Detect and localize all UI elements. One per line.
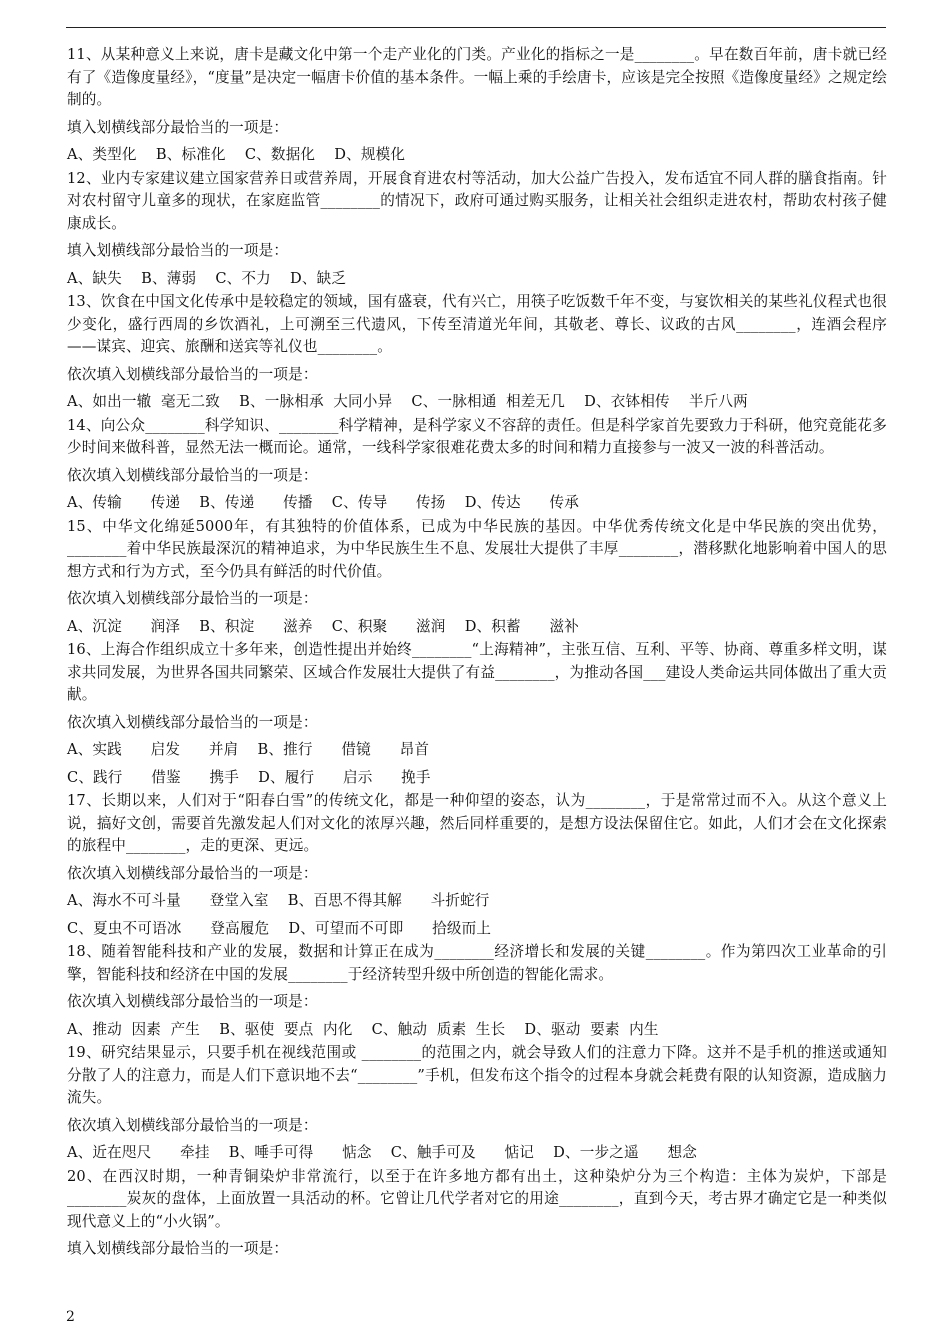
question-prompt: 填入划横线部分最恰当的一项是： <box>67 1240 289 1257</box>
question-prompt: 依次填入划横线部分最恰当的一项是： <box>67 1116 318 1134</box>
answer-options: A、缺失 B、薄弱 C、不力 D、缺乏 <box>67 269 347 287</box>
question-passage: 20、在西汉时期，一种青铜染炉非常流行，以至于在许多地方都有出土，这种染炉分为三个构造：主体为炭炉，下部是________炭灰的盘体，上面放置一具活动的杯。它曾让几代学者对它的用途________，直到今天，考古界才确定它是一种类似现代意义上的“小火锅”。 <box>67 1167 887 1230</box>
question-passage: 17、长期以来，人们对于“阳春白雪”的传统文化，都是一种仰望的姿态，认为________，于是常常过而不入。从这个意义上说，搞好文创，需要首先激发起人们对文化的浓厚兴趣，然后同样重要的，是想方设法保留住它。如此，人们才会在文化探索的旅程中________，走的更深、更远。 <box>67 792 887 854</box>
question-prompt: 依次填入划横线部分最恰当的一项是： <box>67 590 318 607</box>
question-prompt: 依次填入划横线部分最恰当的一项是： <box>67 365 318 383</box>
answer-options: A、海水不可斗量 登堂入室 B、百思不得其解 斗折蛇行 <box>67 892 490 909</box>
answer-options: A、沉淀 润泽 B、积淀 滋养 C、积聚 滋润 D、积蓄 滋补 <box>67 617 580 635</box>
question-prompt: 填入划横线部分最恰当的一项是： <box>67 242 289 259</box>
question-passage: 16、上海合作组织成立十多年来，创造性提出并始终________“上海精神”，主张互信、互利、平等、协商、尊重多样文明，谋求共同发展，为世界各国共同繁荣、区域合作发展壮大提供了有益________，为推动各国___建设人类命运共同体做出了重大贡献。 <box>67 641 887 703</box>
question-prompt: 依次填入划横线部分最恰当的一项是： <box>67 466 318 484</box>
question-20 <box>67 1166 887 1261</box>
question-prompt: 依次填入划横线部分最恰当的一项是： <box>67 864 318 882</box>
answer-options: C、夏虫不可语冰 登高履危 D、可望而不可即 拾级而上 <box>67 919 492 937</box>
question-prompt: 依次填入划横线部分最恰当的一项是： <box>67 713 318 731</box>
answer-options: C、践行 借鉴 携手 D、履行 启示 挽手 <box>67 768 431 786</box>
question-17 <box>67 790 887 940</box>
question-passage: 18、随着智能科技和产业的发展，数据和计算正在成为________经济增长和发展的关键________。作为第四次工业革命的引擎，智能科技和经济在中国的发展________于经济转型升级中所创造的智能化需求。 <box>67 943 887 983</box>
question-prompt: 依次填入划横线部分最恰当的一项是： <box>67 993 318 1010</box>
question-16 <box>67 639 887 789</box>
answer-options: A、近在咫尺 牵挂 B、唾手可得 惦念 C、触手可及 惦记 D、一步之遥 想念 <box>67 1144 697 1161</box>
question-prompt: 填入划横线部分最恰当的一项是： <box>67 118 289 136</box>
answer-options: A、推动 因素 产生 B、驱使 要点 内化 C、触动 质素 生长 D、驱动 要素 内生 <box>67 1020 659 1038</box>
exam-content <box>67 44 887 1262</box>
question-passage: 19、研究结果显示，只要手机在视线范围或 ________的范围之内，就会导致人们的注意力下降。这并不是手机的推送或通知分散了人的注意力，而是人们下意识地不去“________”手机，但发布这个指令的过程本身就会耗费有限的认知资源，造成脑力流失。 <box>67 1044 887 1106</box>
question-11 <box>67 44 887 167</box>
question-passage: 15、中华文化绵延5000年，有其独特的价值体系，已成为中华民族的基因。中华优秀传统文化是中华民族的突出优势，________着中华民族最深沉的精神追求，为中华民族生生不息、发展壮大提供了丰厚________，潜移默化地影响着中国人的思想方式和行为方式，至今仍具有鲜活的时代价值。 <box>67 517 887 580</box>
question-15 <box>67 516 887 639</box>
question-passage: 13、饮食在中国文化传承中是较稳定的领域，国有盛衰，代有兴亡，用筷子吃饭数千年不变，与宴饮相关的某些礼仪程式也很少变化，盛行西周的乡饮酒礼，上可溯至三代遗风，下传至清道光年间，其敬老、尊长、议政的古风________，连酒会程序——谋宾、迎宾、旅酬和送宾等礼仪也________。 <box>67 293 887 355</box>
question-14 <box>67 415 887 515</box>
header-rule <box>66 27 886 28</box>
question-12 <box>67 168 887 291</box>
page-number: 2 <box>66 1309 75 1325</box>
question-13 <box>67 291 887 414</box>
question-18 <box>67 941 887 1041</box>
answer-options: A、类型化 B、标准化 C、数据化 D、规模化 <box>67 146 406 163</box>
question-passage: 12、业内专家建议建立国家营养日或营养周，开展食育进农村等活动，加大公益广告投入，发布适宜不同人群的膳食指南。针对农村留守儿童多的现状，在家庭监管________的情况下，政府可通过购买服务，让相关社会组织走进农村，帮助农村孩子健康成长。 <box>67 169 887 232</box>
answer-options: A、实践 启发 并肩 B、推行 借镜 昂首 <box>67 741 430 758</box>
question-passage: 11、从某种意义上来说，唐卡是藏文化中第一个走产业化的门类。产业化的指标之一是________。早在数百年前，唐卡就已经有了《造像度量经》，“度量”是决定一幅唐卡价值的基本条件。一幅上乘的手绘唐卡，应该是完全按照《造像度量经》之规定绘制的。 <box>67 46 887 108</box>
answer-options: A、传输 传递 B、传递 传播 C、传导 传扬 D、传达 传承 <box>67 494 580 511</box>
question-19 <box>67 1042 887 1165</box>
question-passage: 14、向公众________科学知识、________科学精神，是科学家义不容辞的责任。但是科学家首先要致力于科研，他究竟能花多少时间来做科普，显然无法一概而论。通常，一线科学家很难花费太多的时间和精力直接参与一波又一波的科普活动。 <box>67 416 887 456</box>
answer-options: A、如出一辙 毫无二致 B、一脉相承 大同小异 C、一脉相通 相差无几 D、衣钵相传 半斤八两 <box>67 393 748 410</box>
